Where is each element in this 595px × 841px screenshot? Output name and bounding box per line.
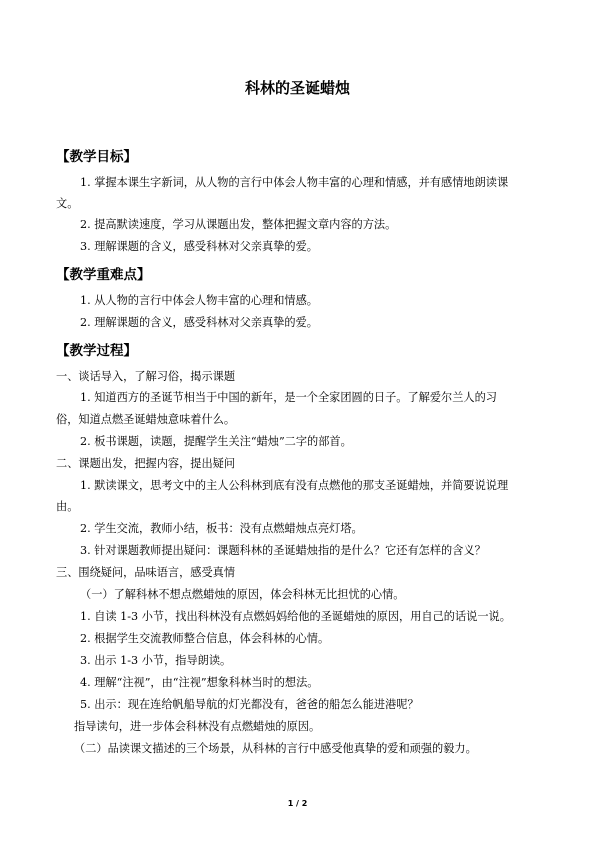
paragraph-line: 3. 出示 1-3 小节，指导朗读。 bbox=[80, 654, 232, 667]
paragraph-line: 3. 针对课题教师提出疑问：课题科林的圣诞蜡烛指的是什么？它还有怎样的含义？ bbox=[80, 544, 486, 557]
paragraph-line: 指导读句，进一步体会科林没有点燃蜡烛的原因。 bbox=[74, 720, 321, 733]
paragraph-line: 一、谈话导入，了解习俗，揭示课题 bbox=[56, 370, 236, 383]
paragraph-line: 2. 提高默读速度，学习从课题出发，整体把握文章内容的方法。 bbox=[80, 218, 397, 231]
paragraph-line: 1. 知道西方的圣诞节相当于中国的新年，是一个全家团圆的日子。了解爱尔兰人的习 bbox=[80, 391, 497, 404]
paragraph-line: 俗，知道点燃圣诞蜡烛意味着什么。 bbox=[56, 413, 236, 426]
paragraph-line: 4. 理解“注视”，由“注视”想象科林当时的想法。 bbox=[80, 676, 319, 689]
paragraph-line: 2. 板书课题，读题，提醒学生关注“蜡烛”二字的部首。 bbox=[80, 435, 352, 448]
paragraph-line: 由。 bbox=[56, 500, 79, 513]
paragraph-line: 3. 理解课题的含义，感受科林对父亲真挚的爱。 bbox=[80, 240, 318, 253]
paragraph-line: 2. 理解课题的含义，感受科林对父亲真挚的爱。 bbox=[80, 316, 318, 329]
section-heading-key-points: 【教学重难点】 bbox=[56, 267, 151, 283]
paragraph-line: 三、围绕疑问，品味语言，感受真情 bbox=[56, 566, 236, 579]
paragraph-line: 2. 学生交流，教师小结，板书：没有点燃蜡烛点亮灯塔。 bbox=[80, 522, 363, 535]
paragraph-line: 1. 自读 1-3 小节，找出科林没有点燃妈妈给他的圣诞蜡烛的原因，用自己的话说一说。 bbox=[80, 610, 511, 623]
paragraph-line: 1. 掌握本课生字新词，从人物的言行中体会人物丰富的心理和情感，并有感情地朗读课 bbox=[80, 176, 509, 189]
paragraph-line: 二、课题出发，把握内容，提出疑问 bbox=[56, 457, 236, 470]
section-heading-objectives: 【教学目标】 bbox=[56, 149, 137, 165]
paragraph-line: 2. 根据学生交流教师整合信息，体会科林的心情。 bbox=[80, 632, 330, 645]
paragraph-line: （一）了解科林不想点燃蜡烛的原因，体会科林无比担忧的心情。 bbox=[80, 588, 405, 601]
paragraph-line: （二）品读课文描述的三个场景，从科林的言行中感受他真挚的爱和顽强的毅力。 bbox=[74, 742, 477, 755]
section-heading-process: 【教学过程】 bbox=[56, 343, 137, 359]
paragraph-line: 1. 从人物的言行中体会人物丰富的心理和情感。 bbox=[80, 294, 318, 307]
paragraph-line: 文。 bbox=[56, 197, 79, 210]
page-number: 1 / 2 bbox=[287, 799, 308, 808]
document-title: 科林的圣诞蜡烛 bbox=[244, 79, 350, 97]
paragraph-line: 5. 出示：现在连给帆船导航的灯光都没有，爸爸的船怎么能进港呢？ bbox=[80, 698, 419, 711]
paragraph-line: 1. 默读课文，思考文中的主人公科林到底有没有点燃他的那支圣诞蜡烛，并简要说说理 bbox=[80, 479, 509, 492]
